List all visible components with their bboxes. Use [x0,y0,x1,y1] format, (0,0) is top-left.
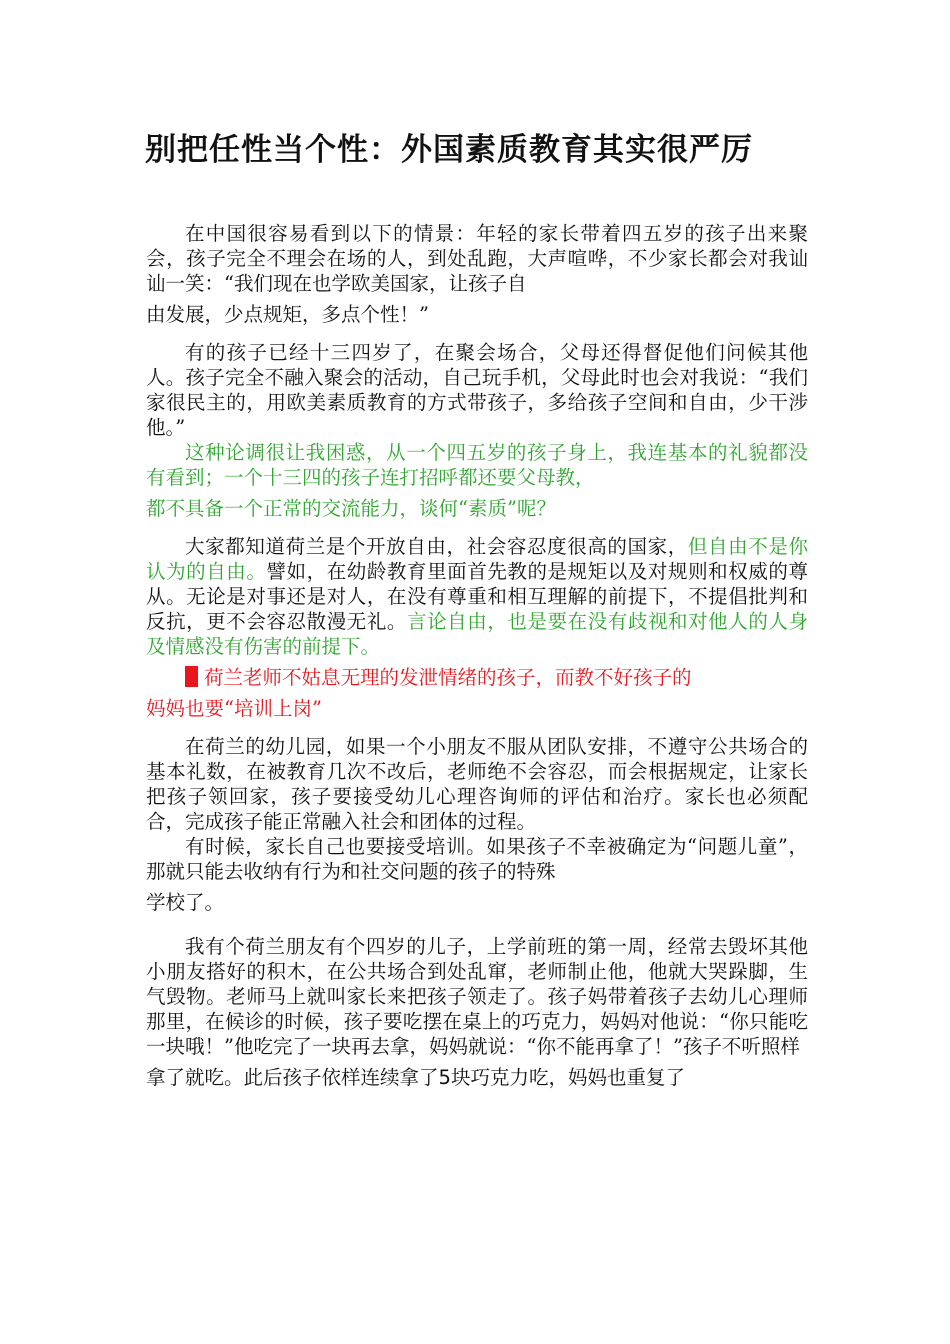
paragraph-2: 有的孩子已经十三四岁了，在聚会场合，父母还得督促他们问候其他人。孩子完全不融入聚会的活动，自己玩手机，父母此时也会对我说：“我们家很民主的，用欧美素质教育的方式带孩子，多给孩子空间和自由，少干涉他。” [146,341,808,439]
paragraph-1: 在中国很容易看到以下的情景：年轻的家长带着四五岁的孩子出来聚会，孩子完全不理会在场的人，到处乱跑，大声喧哗，不少家长都会对我讪讪一笑：“我们现在也学欧美国家，让孩子自 由发展，少点规矩，多点个性！” [146,222,808,326]
paragraph-4: 大家都知道荷兰是个开放自由，社会容忍度很高的国家，但自由不是你认为的自由。譬如，在幼龄教育里面首先教的是规矩以及对规则和权威的尊从。无论是对事还是对人，在没有尊重和相互理解的前提下，不提倡批判和反抗，更不会容忍散漫无礼。言论自由，也是要在没有歧视和对他人的人身及情感没有伤害的前提下。 [146,535,808,658]
paragraph-5: 在荷兰的幼儿园，如果一个小朋友不服从团队安排，不遵守公共场合的基本礼数，在被教育几次不改后，老师绝不会容忍，而会根据规定，让家长把孩子领回家，孩子要接受幼儿心理咨询师的评估和治疗。家长也必须配合，完成孩子能正常融入社会和团体的过程。 [146,735,808,833]
paragraph-6: 有时候，家长自己也要接受培训。如果孩子不幸被确定为“问题儿童”，那就只能去收纳有行为和社交问题的孩子的特殊 学校了。 [146,835,808,914]
section-heading: 荷兰老师不姑息无理的发泄情绪的孩子，而教不好孩子的 妈妈也要“培训上岗” [146,666,692,720]
document-title: 别把任性当个性：外国素质教育其实很严厉 [145,132,753,168]
heading-marker [185,666,198,687]
document-body [146,221,808,1097]
paragraph-3: 这种论调很让我困惑，从一个四五岁的孩子身上，我连基本的礼貌都没有看到；一个十三四的孩子连打招呼都还要父母教， 都不具备一个正常的交流能力，谈何“素质”呢？ [146,441,808,520]
paragraph-7: 我有个荷兰朋友有个四岁的儿子，上学前班的第一周，经常去毁坏其他小朋友搭好的积木，在公共场合到处乱窜，老师制止他，他就大哭跺脚，生气毁物。老师马上就叫家长来把孩子领走了。孩子妈带着孩子去幼儿心理师那里，在候诊的时候，孩子要吃摆在桌上的巧克力，妈妈对他说：“你只能吃一块哦！”他吃完了一块再去拿，妈妈就说：“你不能再拿了！”孩子不听照样 拿了就吃。此后孩子依样连续拿了5块巧克力吃，妈妈也重复了 [146,935,808,1089]
